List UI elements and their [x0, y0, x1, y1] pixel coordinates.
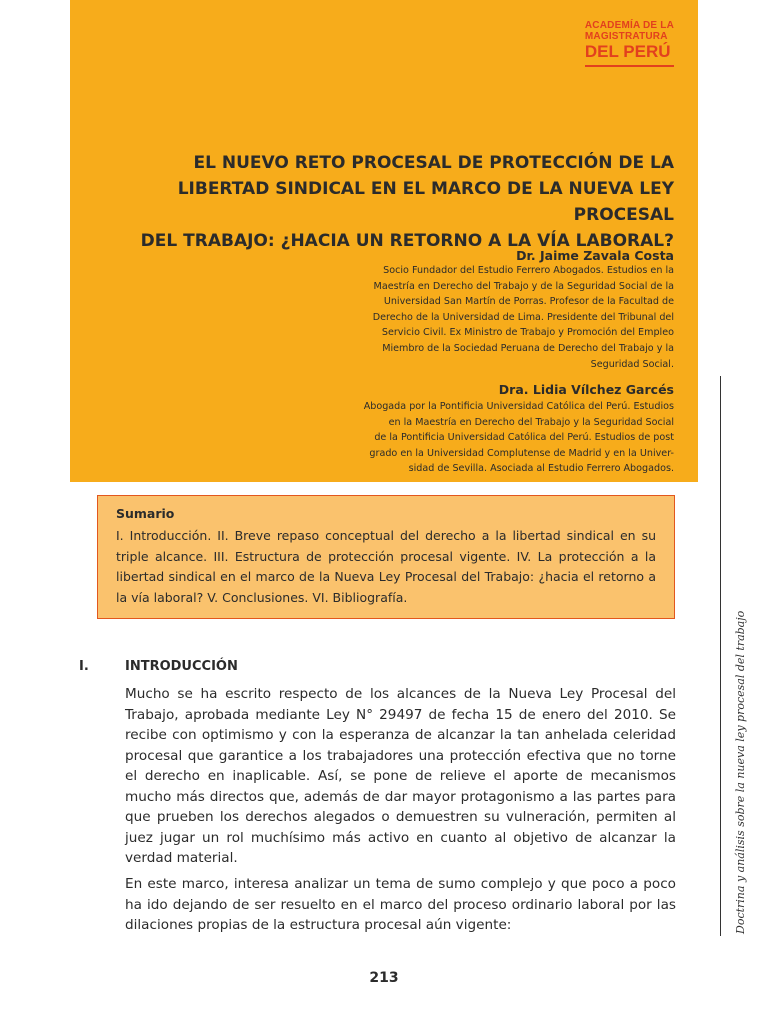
page-number: 213 — [369, 970, 399, 986]
title-line: EL NUEVO RETO PROCESAL DE PROTECCIÓN DE LA — [193, 153, 674, 173]
section-number: I. — [79, 659, 89, 674]
summary-title: Sumario — [116, 506, 175, 521]
summary-text: I. Introducción. II. Breve repaso conceptual del derecho a la libertad sindical en su triple alcance. III. Estructura de protección procesal vigente. IV. La protección a la libertad sindical en el marco de la Nueva Ley Procesal del Trabajo: ¿hacia el retorno a la vía laboral? V. Conclusiones. VI. Bibliografía. — [116, 528, 656, 605]
bio-line: Servicio Civil. Ex Ministro de Trabajo y Promoción del Empleo — [381, 327, 674, 339]
bio-line: en la Maestría en Derecho del Trabajo y la Seguridad Social — [388, 416, 674, 428]
body-paragraph-2: En este marco, interesa analizar un tema de sumo complejo y que poco a poco ha ido dejando de ser resuelto en el marco del proceso ordinario laboral por las dilaciones propias de la estructura procesal aún vigente: — [125, 876, 676, 933]
title-line: DEL TRABAJO: ¿HACIA UN RETORNO A LA VÍA LABORAL? — [140, 231, 674, 251]
bio-line: Seguridad Social. — [590, 358, 674, 370]
title-line: LIBERTAD SINDICAL EN EL MARCO DE LA NUEVA LEY PROCESAL — [177, 179, 674, 225]
logo-line-1: ACADEMÍA DE LA — [584, 20, 674, 31]
side-rule — [720, 376, 721, 936]
summary-box — [97, 495, 675, 619]
bio-line: Abogada por la Pontificia Universidad Católica del Perú. Estudios — [363, 401, 674, 412]
bio-line: grado en la Universidad Complutense de Madrid y en la Univer- — [369, 447, 674, 459]
bio-line: Universidad San Martín de Porras. Profesor de la Facultad de — [383, 296, 674, 308]
logo-line-2: MAGISTRATURA — [584, 31, 668, 42]
bio-line: sidad de Sevilla. Asociada al Estudio Ferrero Abogados. — [408, 463, 674, 475]
side-running-title: Doctrina y análisis sobre la nueva ley procesal del trabajo — [734, 610, 747, 934]
author-bio-2 — [300, 399, 674, 477]
bio-line: Derecho de la Universidad de Lima. Presidente del Tribunal del — [372, 311, 674, 323]
bio-line: Socio Fundador del Estudio Ferrero Abogados. Estudios en la — [383, 265, 674, 276]
bio-line: de la Pontificia Universidad Católica del Perú. Estudios de post — [374, 432, 674, 444]
author-name-2: Dra. Lidia Vílchez Garcés — [498, 382, 674, 397]
logo-line-3: DEL PERÚ — [584, 42, 671, 61]
section-title: INTRODUCCIÓN — [125, 659, 238, 674]
bio-line: Miembro de la Sociedad Peruana de Derecho del Trabajo y la — [382, 342, 674, 354]
academy-logo — [585, 20, 674, 67]
bio-line: Maestría en Derecho del Trabajo y de la Seguridad Social de la — [373, 280, 674, 292]
author-bio-1 — [300, 263, 674, 372]
author-name-1: Dr. Jaime Zavala Costa — [516, 248, 674, 263]
body-paragraph-1: Mucho se ha escrito respecto de los alcances de la Nueva Ley Procesal del Trabajo, aprobada mediante Ley N° 29497 de fecha 15 de enero del 2010. Se recibe con optimismo y con la esperanza de alcanzar la tan anhelada celeridad procesal que garantice a los trabajadores una protección efectiva que no torne el derecho en inaplicable. Así, se pone de relieve el aporte de mecanismos mucho más directos que, además de dar mayor protagonismo a las partes para que prueben los derechos alegados o demuestren su vulneración, permiten al juez jugar un rol muchísimo más activo en cuanto al objetivo de alcanzar la verdad material. — [125, 686, 676, 866]
article-title — [100, 150, 674, 254]
